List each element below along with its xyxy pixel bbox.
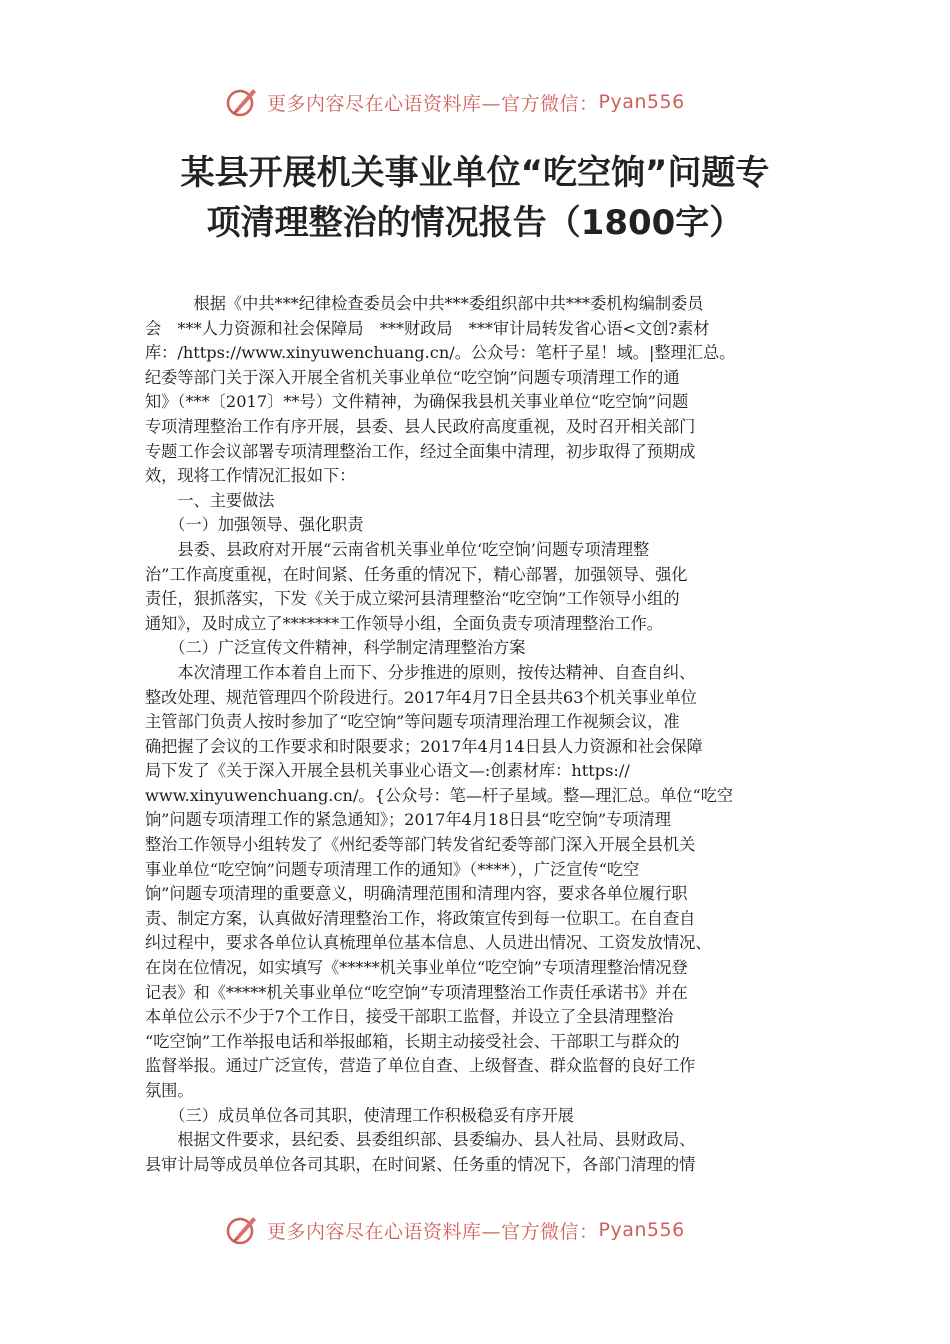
banner-wechat-id: Pyan556	[598, 91, 685, 113]
body-line: www.xinyuwenchuang.cn/。{公众号：笔—杆子星域。整—理汇总。单位“吃空	[145, 785, 734, 805]
body-line: 会 ***人力资源和社会保障局 ***财政局 ***审计局转发省心语<文创?素材	[145, 318, 710, 338]
watermark-banner-top	[225, 82, 745, 122]
banner-text: 更多内容尽在心语资料库—官方微信：	[267, 92, 599, 115]
body-line: 记表》和《*****机关事业单位“吃空饷”专项清理整治工作责任承诺书》并在	[145, 982, 688, 1002]
body-line: 治”工作高度重视，在时间紧、任务重的情况下，精心部署，加强领导、强化	[145, 564, 688, 584]
body-line: 饷”问题专项清理的重要意义，明确清理范围和清理内容，要求各单位履行职	[145, 884, 688, 904]
body-line: 县审计局等成员单位各司其职，在时间紧、任务重的情况下，各部门清理的情	[145, 1154, 696, 1174]
body-line: 责、制定方案，认真做好清理整治工作，将政策宣传到每一位职工。在自查自	[145, 908, 696, 928]
body-line: （一）加强领导、强化职责	[145, 515, 364, 535]
body-line: 氛围。	[145, 1081, 194, 1100]
body-line: 整改处理、规范管理四个阶段进行。2017年4月7日全县共63个机关事业单位	[145, 687, 697, 707]
body-line: “吃空饷”工作举报电话和举报邮箱，长期主动接受社会、干部职工与群众的	[145, 1031, 680, 1051]
body-line: 监督举报。通过广泛宣传，营造了单位自查、上级督查、群众监督的良好工作	[145, 1056, 696, 1076]
body-line: （三）成员单位各司其职，使清理工作积极稳妥有序开展	[145, 1105, 574, 1125]
watermark-banner-bottom	[225, 1210, 745, 1250]
document-title	[60, 148, 890, 248]
body-line: 本次清理工作本着自上而下、分步推进的原则，按传达精神、自查自纠、	[145, 662, 696, 682]
body-line: 通知》，及时成立了*******工作领导小组，全面负责专项清理整治工作。	[145, 613, 663, 633]
banner-wechat-id: Pyan556	[598, 1219, 685, 1241]
body-line: 本单位公示不少于7个工作日，接受干部职工监督，并设立了全县清理整治	[145, 1007, 674, 1027]
body-line: 县委、县政府对开展“云南省机关事业单位‘吃空饷’问题专项清理整	[145, 539, 650, 559]
body-line: 局下发了《关于深入开展全县机关事业心语文—:创素材库：https://	[145, 761, 630, 781]
body-line: 确把握了会议的工作要求和时限要求；2017年4月14日县人力资源和社会保障	[145, 736, 703, 756]
title-line-1: 某县开展机关事业单位“吃空饷”问题专	[180, 153, 770, 193]
body-line: 整治工作领导小组转发了《州纪委等部门转发省纪委等部门深入开展全县机关	[145, 835, 696, 855]
document-body	[145, 292, 809, 1177]
body-line: 知》（***〔2017〕**号）文件精神，为确保我县机关事业单位“吃空饷”问题	[145, 392, 689, 412]
body-line: 事业单位“吃空饷”问题专项清理工作的通知》（****），广泛宣传“吃空	[145, 859, 640, 879]
body-line: 纠过程中，要求各单位认真梳理单位基本信息、人员进出情况、工资发放情况、	[145, 933, 712, 953]
pen-logo-icon	[225, 1212, 261, 1248]
body-line: 专项清理整治工作有序开展，县委、县人民政府高度重视，及时召开相关部门	[145, 416, 696, 436]
body-line: 责任，狠抓落实，下发《关于成立梁河县清理整治“吃空饷”工作领导小组的	[145, 589, 680, 609]
body-line: 专题工作会议部署专项清理整治工作，经过全面集中清理，初步取得了预期成	[145, 441, 696, 461]
body-line: 在岗在位情况，如实填写《*****机关事业单位“吃空饷”专项清理整治情况登	[145, 958, 688, 978]
body-line: 主管部门负责人按时参加了“吃空饷”等问题专项清理治理工作视频会议，准	[145, 712, 680, 732]
title-line-2: 项清理整治的情况报告（1800字）	[206, 203, 744, 243]
body-line: 效，现将工作情况汇报如下：	[145, 466, 356, 486]
body-line: 纪委等部门关于深入开展全省机关事业单位“吃空饷”问题专项清理工作的通	[145, 367, 680, 387]
body-line: （二）广泛宣传文件精神，科学制定清理整治方案	[145, 638, 526, 658]
body-line: 根据文件要求，县纪委、县委组织部、县委编办、县人社局、县财政局、	[145, 1130, 696, 1150]
body-line: 库：/https://www.xinyuwenchuang.cn/。公众号：笔杆子星！域。|整理汇总。	[145, 343, 736, 363]
body-line: 一、主要做法	[145, 490, 275, 510]
banner-text: 更多内容尽在心语资料库—官方微信：	[267, 1220, 599, 1243]
body-line: 饷”问题专项清理工作的紧急通知》；2017年4月18日县“吃空饷”专项清理	[145, 810, 671, 830]
body-line: 根据《中共***纪律检查委员会中共***委组织部中共***委机构编制委员	[145, 294, 704, 313]
pen-logo-icon	[225, 84, 261, 120]
